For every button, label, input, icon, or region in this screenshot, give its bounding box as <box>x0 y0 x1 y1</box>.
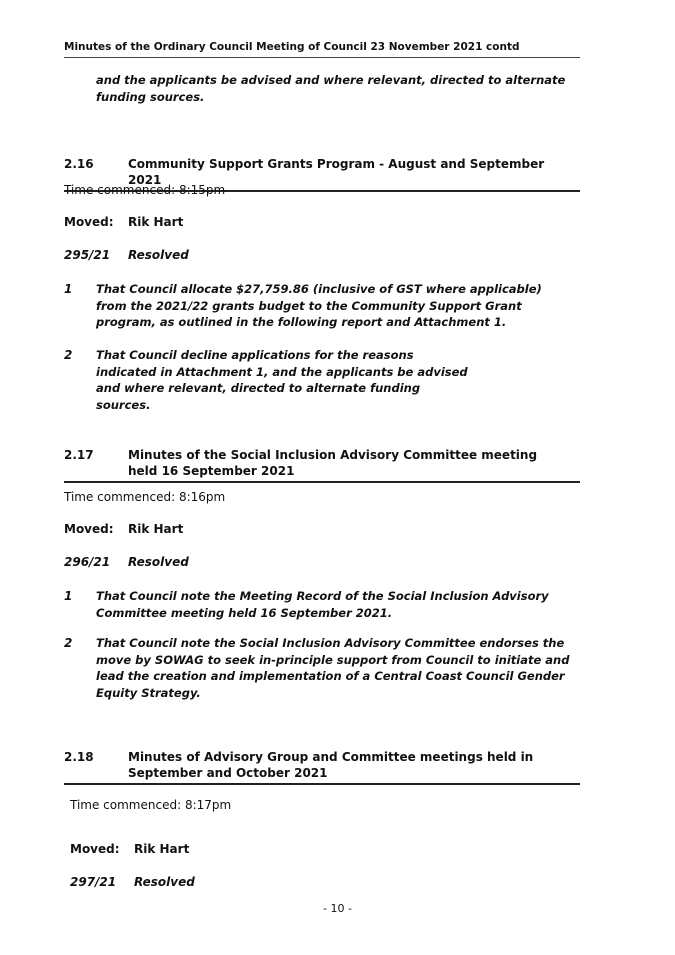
section-title: Minutes of Advisory Group and Committee meetings held in September and October 2021 <box>128 750 534 780</box>
moved-label: Moved: <box>64 522 114 536</box>
resolution-number: 296/21 <box>64 555 111 569</box>
moved-by: Rik Hart <box>128 215 184 229</box>
moved-label: Moved: <box>64 215 114 229</box>
page-number: - 10 - <box>323 902 352 915</box>
section-number: 2.18 <box>64 750 94 764</box>
section-number: 2.16 <box>64 157 94 171</box>
resolution-number: 295/21 <box>64 248 111 262</box>
time-commenced: Time commenced: 8:15pm <box>64 183 226 197</box>
time-commenced: Time commenced: 8:17pm <box>70 798 232 812</box>
resolution-label: Resolved <box>134 875 195 889</box>
resolution-item: That Council note the Social Inclusion Advisory Committee endorses the move by SOWAG to seek in-principle support from Council to initiate and lead the creation and implementation of a Central Coast Council Gender Equity Strategy. <box>96 636 570 700</box>
section-heading-2-17 <box>64 447 580 483</box>
item-number: 1 <box>64 282 73 296</box>
moved-by: Rik Hart <box>134 842 190 856</box>
item-number: 2 <box>64 636 73 650</box>
running-header: Minutes of the Ordinary Council Meeting of Council 23 November 2021 contd <box>64 41 580 58</box>
resolution-item: That Council note the Meeting Record of the Social Inclusion Advisory Committee meeting held 16 September 2021. <box>96 589 549 620</box>
resolution-item: That Council allocate $27,759.86 (inclusive of GST where applicable) from the 2021/22 grants budget to the Community Support Grant program, as outlined in the following report and Attachment 1. <box>96 282 542 329</box>
section-heading-2-18 <box>64 749 580 785</box>
time-commenced: Time commenced: 8:16pm <box>64 490 226 504</box>
moved-by: Rik Hart <box>128 522 184 536</box>
resolution-number: 297/21 <box>70 875 117 889</box>
resolution-item: That Council decline applications for the reasons indicated in Attachment 1, and the applicants be advised and where relevant, directed to alternate funding sources. <box>96 348 468 412</box>
carry-over-text: and the applicants be advised and where relevant, directed to alternate funding sources. <box>96 73 566 104</box>
section-number: 2.17 <box>64 448 94 462</box>
item-number: 1 <box>64 589 73 603</box>
resolution-label: Resolved <box>128 555 189 569</box>
item-number: 2 <box>64 348 73 362</box>
section-title: Community Support Grants Program - August and September 2021 <box>128 157 545 187</box>
resolution-label: Resolved <box>128 248 189 262</box>
moved-label: Moved: <box>70 842 120 856</box>
section-title: Minutes of the Social Inclusion Advisory Committee meeting held 16 September 2021 <box>128 448 538 478</box>
